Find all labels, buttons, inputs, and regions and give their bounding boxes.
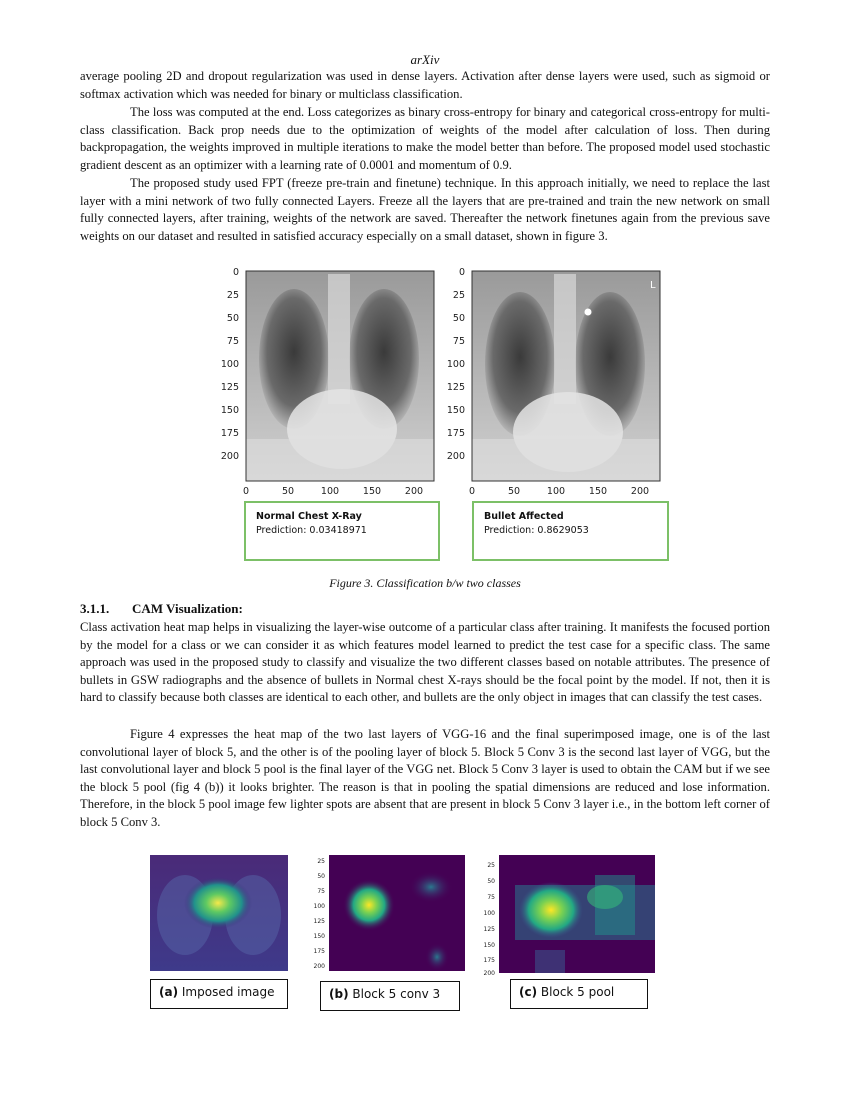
svg-text:150: 150 <box>483 942 495 949</box>
paragraph-1: average pooling 2D and dropout regularization was used in dense layers. Activation after dense layers were used, such as sigmoid or softmax activation which was needed for binary or multiclass classification. <box>80 69 770 101</box>
svg-text:150: 150 <box>220 405 239 416</box>
figure4-c-text: Block 5 pool <box>537 985 615 999</box>
svg-text:200: 200 <box>483 970 495 977</box>
svg-text:150: 150 <box>446 405 465 416</box>
paragraph-3: The proposed study used FPT (freeze pre-train and finetune) technique. In this approach initially, we need to replace the last layer with a mini network of two fully connected Layers. Freeze all the layers that are pre-trained and train the new network on small fully connected layers, after training, weights of the network are saved. Thereafter the network finetunes again from the previous save weights on our dataset and resulted in satisfied accuracy especially on a small dataset, shown in figure 3. <box>80 176 770 243</box>
prediction-box-bullet <box>472 501 669 561</box>
svg-text:100: 100 <box>546 486 566 497</box>
svg-text:50: 50 <box>507 486 521 497</box>
svg-text:75: 75 <box>317 888 325 895</box>
figure4-b-label: (b) <box>329 987 349 1001</box>
svg-text:150: 150 <box>362 486 382 497</box>
xray-side-marker: L <box>650 280 656 291</box>
svg-text:200: 200 <box>404 486 424 497</box>
figure3-right-yticks <box>447 267 465 462</box>
figure4-a-caption <box>150 979 288 1009</box>
svg-text:175: 175 <box>483 957 495 964</box>
figure4-block5-pool-heatmap <box>475 855 655 975</box>
svg-text:125: 125 <box>483 926 495 933</box>
svg-text:100: 100 <box>313 903 325 910</box>
figure3-caption: Figure 3. Classification b/w two classes <box>329 576 521 590</box>
svg-text:200: 200 <box>630 486 650 497</box>
figure4-b-text: Block 5 conv 3 <box>348 987 441 1001</box>
svg-text:175: 175 <box>220 428 239 439</box>
svg-text:0: 0 <box>232 267 239 278</box>
svg-text:50: 50 <box>487 878 495 885</box>
svg-text:0: 0 <box>242 486 250 497</box>
svg-text:100: 100 <box>320 486 340 497</box>
svg-text:75: 75 <box>487 894 495 901</box>
figure3-left-xray <box>220 264 440 500</box>
figure3-right-xray <box>446 264 666 500</box>
section-number: 3.1.1. <box>80 601 110 616</box>
svg-text:25: 25 <box>317 858 325 865</box>
svg-text:100: 100 <box>483 910 495 917</box>
figure3-left-xticks <box>243 486 423 497</box>
figure4-a-label: (a) <box>159 985 179 999</box>
paragraph-5: Figure 4 expresses the heat map of the two last layers of VGG-16 and the final superimposed image, one is of the last convolutional layer of block 5, and the other is of the pooling layer of block 5. Block 5 Conv 3 is the second last layer of VGG, but the last convolutional layer and block 5 pool is the final layer of the VGG net. Block 5 Conv 3 layer is used to obtain the CAM but if we see the block 5 pool (fig 4 (b)) it looks brighter. The reason is that in pooling the spatial dimensions are reduced and lose information. Therefore, in the block 5 pool image few lighter spots are absent that are present in block 5 Conv 3 layer i.e., in the bottom left corner of block 5 Conv 3. <box>80 727 770 829</box>
page-header: arXiv <box>410 52 440 67</box>
svg-text:25: 25 <box>452 290 465 301</box>
svg-text:75: 75 <box>226 336 239 347</box>
svg-text:100: 100 <box>220 359 239 370</box>
prediction-title-normal: Normal Chest X-Ray <box>256 511 362 522</box>
prediction-value-normal: Prediction: 0.03418971 <box>256 525 367 536</box>
svg-text:25: 25 <box>226 290 239 301</box>
svg-text:125: 125 <box>313 918 325 925</box>
svg-text:150: 150 <box>313 933 325 940</box>
bullet-fragment <box>585 309 592 316</box>
figure3-right-xticks <box>469 486 649 497</box>
paragraph-2: The loss was computed at the end. Loss categorizes as binary cross-entropy for binary and categorical cross-entropy for multi-class classification. Back prop needs due to the optimization of weights of the model after calculation of loss. Then during backpropagation, the weights improved in multiple iterations to make the model better than before. The proposed model used stochastic gradient descent as an optimizer with a learning rate of 0.0001 and momentum of 0.9. <box>80 105 770 172</box>
svg-text:175: 175 <box>313 948 325 955</box>
svg-text:125: 125 <box>446 382 465 393</box>
svg-text:0: 0 <box>468 486 476 497</box>
svg-text:200: 200 <box>446 451 465 462</box>
svg-text:50: 50 <box>281 486 295 497</box>
svg-text:125: 125 <box>220 382 239 393</box>
figure4-c-yticks <box>484 862 496 977</box>
figure4-imposed-image <box>150 855 288 971</box>
svg-text:50: 50 <box>226 313 239 324</box>
figure4-c-caption <box>510 979 648 1009</box>
svg-text:150: 150 <box>588 486 608 497</box>
section-title: CAM Visualization: <box>132 601 243 616</box>
svg-text:0: 0 <box>458 267 465 278</box>
prediction-value-bullet: Prediction: 0.8629053 <box>484 525 589 536</box>
prediction-box-normal <box>244 501 440 561</box>
section-heading <box>80 601 243 617</box>
figure4-b-caption <box>320 981 460 1011</box>
prediction-title-bullet: Bullet Affected <box>484 511 564 522</box>
figure4-a-text: Imposed image <box>178 985 275 999</box>
svg-text:25: 25 <box>487 862 495 869</box>
figure4-c-label: (c) <box>519 985 538 999</box>
figure4-b-yticks <box>314 858 326 970</box>
svg-text:100: 100 <box>446 359 465 370</box>
svg-text:200: 200 <box>220 451 239 462</box>
svg-text:50: 50 <box>317 873 325 880</box>
figure4-block5-conv3-heatmap <box>305 855 465 975</box>
svg-text:175: 175 <box>446 428 465 439</box>
paragraph-4: Class activation heat map helps in visualizing the layer-wise outcome of a particular class after training. It manifests the focused portion by the model for a class or we can consider it as which features model learned to predict the test case for a specific class. The same approach was used in the proposed study to classify and visualize the two different classes based on notable attributes. The presence of bullets in GSW radiographs and the absence of bullets in Normal chest X-rays should be the focal point by the model. If not, then it is hard to classify because both classes are identical to each other, and bullets are the only object in images that can classify the test cases. <box>80 620 770 705</box>
svg-text:200: 200 <box>313 963 325 970</box>
figure3-left-yticks <box>221 267 239 462</box>
svg-text:75: 75 <box>452 336 465 347</box>
svg-text:50: 50 <box>452 313 465 324</box>
